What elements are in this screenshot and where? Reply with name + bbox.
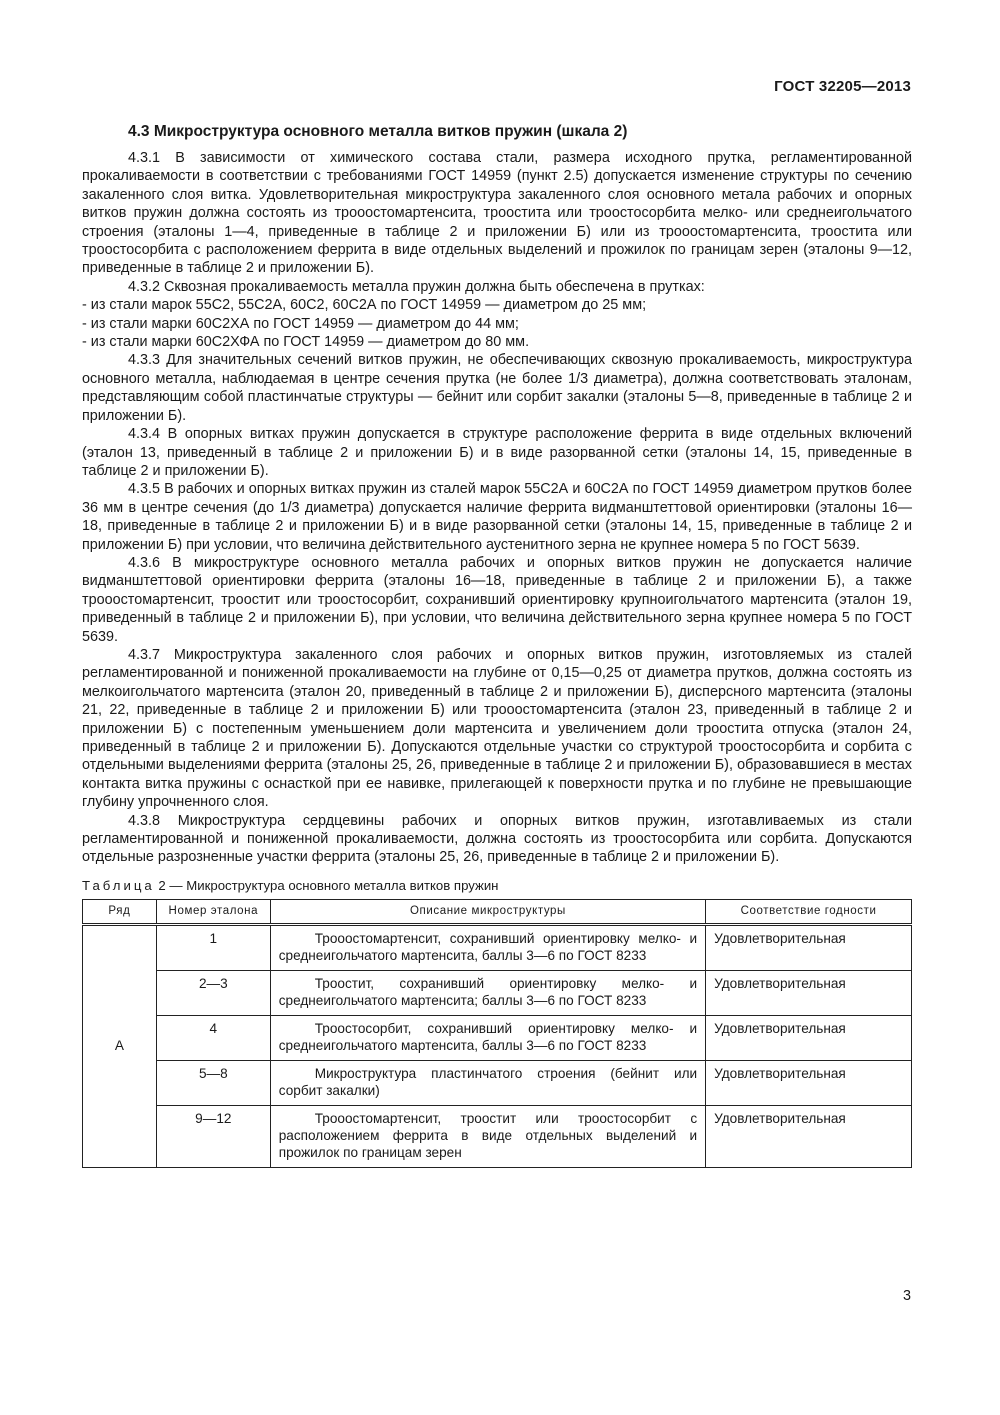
table-row (83, 1105, 912, 1167)
list-item: - из стали марки 60С2ХФА по ГОСТ 14959 — диаметром до 80 мм. (82, 334, 530, 351)
reference-number: 9—12 (156, 1105, 270, 1167)
suitability-grade: Удовлетворительная (706, 970, 912, 1015)
table-row (83, 1060, 912, 1105)
paragraph-4-3-2: 4.3.2 Сквозная прокаливаемость металла пружин должна быть обеспечена в прутках: (128, 278, 705, 295)
microstructure-description: Микроструктура пластинчатого строения (бейнит или сорбит закалки) (270, 1060, 705, 1105)
table-caption-label: Таблица (82, 877, 155, 893)
suitability-grade: Удовлетворительная (706, 1060, 912, 1105)
microstructure-description: Троостит, сохранивший ориентировку мелко- и среднеигольчатого мартенсита; баллы 3—6 по ГОСТ 8233 (270, 970, 705, 1015)
reference-number: 4 (156, 1015, 270, 1060)
microstructure-description: Трооостомартенсит, сохранивший ориентировку мелко- и среднеигольчатого мартенсита, баллы 3—6 по ГОСТ 8233 (270, 924, 705, 970)
reference-number: 1 (156, 924, 270, 970)
page-content (82, 122, 912, 1168)
reference-number: 5—8 (156, 1060, 270, 1105)
suitability-grade: Удовлетворительная (706, 1015, 912, 1060)
header-description: Описание микроструктуры (270, 899, 705, 924)
list-item: - из стали марок 55С2, 55С2А, 60С2, 60С2А по ГОСТ 14959 — диаметром до 25 мм; (82, 297, 647, 314)
row-group-cell: А (83, 924, 157, 1167)
paragraph-4-3-7: 4.3.7 Микроструктура закаленного слоя рабочих и опорных витков пружин, изготовляемых из сталей регламентированной и пониженной прокаливаемости на глубине от 0,15—0,25 от диаметра прутков, должна состоять из мелкоигольчатого мартенсита (эталон 20, приведенный в таблице 2 и приложении Б), дисперсного мартенсита (эталоны 21, 22, приведенные в таблице 2 и приложении Б) или трооостомартенсита (эталон 23, приведенный в таблице 2 и приложении Б) с постепенным уменьшением доли мартенсита и увеличением доли троостита отпуска (эталон 24, приведенный в таблице 2 и приложении Б). Допускаются отдельные участки со структурой троостосорбита и сорбита с отдельными выделениями феррита (эталоны 25, 26, приведенные в таблице 2 и приложении Б), образовавшиеся в местах контакта витка пружины с оснасткой при ее навивке, прилегающей к поверхности прутка и по глубине не превышающие глубину упрочненного слоя. (82, 646, 912, 811)
header-row-label: Ряд (83, 899, 157, 924)
suitability-grade: Удовлетворительная (706, 924, 912, 970)
table-row (83, 970, 912, 1015)
microstructure-description: Трооостомартенсит, троостит или троостосорбит с расположением феррита в виде отдельных выделений и прожилок по границам зерен (270, 1105, 705, 1167)
table-caption (82, 877, 912, 895)
paragraph-4-3-5: 4.3.5 В рабочих и опорных витках пружин из сталей марок 55С2А и 60С2А по ГОСТ 14959 диаметром прутков более 36 мм в центре сечения (до 1/3 диаметра) допускается наличие феррита видманштеттовой ориентировки (эталоны 16—18, приведенные в таблице 2 и приложении Б) и в виде разорванной сетки (эталоны 14, 15, приведенные в таблице 2 и приложении Б) при условии, что величина действительного аустенитного зерна не крупнее номера 5 по ГОСТ 5639. (82, 481, 912, 553)
paragraph-4-3-4: 4.3.4 В опорных витках пружин допускается в структуре расположение феррита в виде отдельных включений (эталон 13, приведенный в таблице 2 и приложении Б) и в виде разорванной сетки (эталоны 14, 15, приведенные в таблице 2 и приложении Б). (82, 426, 912, 479)
reference-number: 2—3 (156, 970, 270, 1015)
microstructure-table (82, 899, 912, 1168)
table-caption-text: 2 — Микроструктура основного металла витков пружин (158, 877, 499, 893)
suitability-grade: Удовлетворительная (706, 1105, 912, 1167)
paragraph-4-3-3: 4.3.3 Для значительных сечений витков пружин, не обеспечивающих сквозную прокаливаемость, микроструктура основного металла, наблюдаемая в центре сечения прутка (не более 1/3 диаметра), должна соответствовать эталонам, представляющим собой пластинчатые структуры — бейнит или сорбит закалки (эталоны 5—8, приведенные в таблице 2 и приложении Б). (82, 352, 912, 424)
page-number: 3 (902, 1288, 911, 1304)
paragraph-4-3-6: 4.3.6 В микроструктуре основного металла рабочих и опорных витков пружин не допускается наличие видманштеттовой ориентировки феррита (эталоны 16—18, приведенные в таблице 2 и приложении Б), а также трооостомартенсит, троостит или троостосорбит, сохранивший ориентировку крупноигольчатого мартенсита (эталон 19, приведенный в таблице 2 и приложении Б), при условии, что величина действительного зерна крупнее номера 5 по ГОСТ 5639. (82, 554, 912, 645)
header-grade: Соответствие годности (706, 899, 912, 924)
header-number: Номер эталона (156, 899, 270, 924)
table-header-row (83, 899, 912, 924)
section-heading: 4.3 Микроструктура основного металла витков пружин (шкала 2) (128, 123, 628, 140)
list-item: - из стали марки 60С2ХА по ГОСТ 14959 — диаметром до 44 мм; (82, 315, 519, 332)
paragraph-4-3-8: 4.3.8 Микроструктура сердцевины рабочих и опорных витков пружин, изготавливаемых из стали регламентированной и пониженной прокаливаемости, должна состоять из троостосорбита или сорбита. Допускаются отдельные разрозненные участки феррита (эталоны 25, 26, приведенные в таблице 2 и приложении Б). (82, 812, 912, 866)
paragraph-4-3-1: 4.3.1 В зависимости от химического состава стали, размера исходного прутка, регламентированной прокаливаемости в соответствии с требованиями ГОСТ 14959 (пункт 2.5) допускается изменение структуры по сечению закаленного слоя витка. Удовлетворительная микроструктура закаленного слоя основного метала рабочих и опорных витков пружин должна состоять из трооостомартенсита, троостита или троостосорбита мелко- или среднеигольчатого строения (эталоны 1—4, приведенные в таблице 2 и приложении Б) или из трооостомартенсита, троостита или троостосорбита с расположением феррита в виде отдельных выделений и прожилок по границам зерен (эталоны 9—12, приведенные в таблице 2 и приложении Б). (82, 150, 912, 277)
table-row (83, 1015, 912, 1060)
microstructure-description: Троостосорбит, сохранивший ориентировку мелко- и среднеигольчатого мартенсита, баллы 3—6 по ГОСТ 8233 (270, 1015, 705, 1060)
table-row (83, 924, 912, 970)
document-code: ГОСТ 32205—2013 (774, 78, 911, 95)
